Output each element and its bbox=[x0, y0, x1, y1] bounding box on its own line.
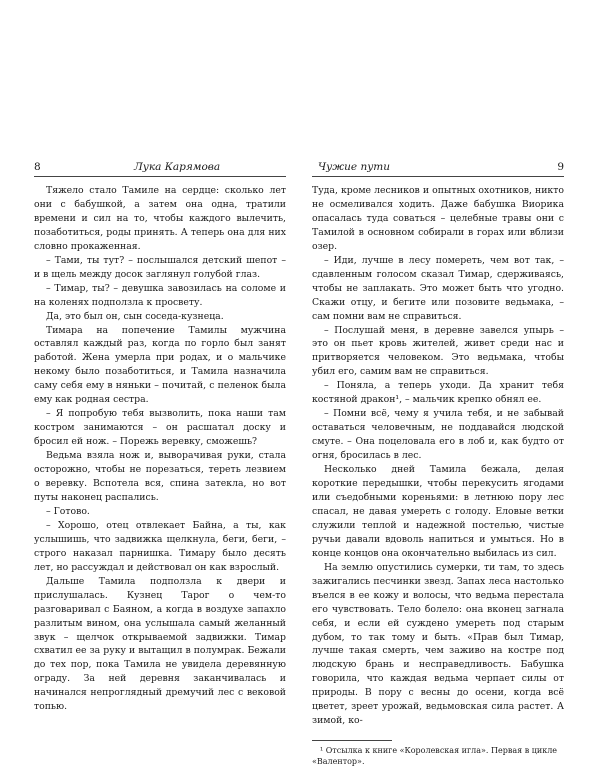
paragraph: – Поняла, а теперь уходи. Да хранит тебя костяной дракон¹, – мальчик крепко обнял ее. bbox=[312, 380, 564, 406]
paragraph: – Помни всё, чему я учила тебя, и не забывай оставаться человечным, не поддавайся людской смуте. – Она поцеловала его в лоб и, как будто от огня, бросилась в лес. bbox=[312, 408, 564, 462]
paragraph: На землю опустились сумерки, ти там, то здесь зажигались песчинки звезд. Запах леса настолько въелся в ее кожу и волосы, что ведьма перестала его чувствовать. Тело болело: она вконец загнала себя, и если ей суждено умереть под старым дубом, то так тому и быть. «Прав был Тимар, лучше такая смерть, чем заживо на костре под людскую брань и несправедливость. Бабушка говорила, что каждая ведьма черпает силы от природы. В пору с весны до осени, когда всё цветет, зреет урожай, ведьмовская сила растет. А зимой, ко- bbox=[312, 561, 564, 727]
footnote-divider bbox=[312, 740, 392, 741]
paragraph: – Тимар, ты? – девушка завозилась на соломе и на коленях подползла к просвету. bbox=[34, 282, 286, 308]
right-page-number: 9 bbox=[557, 161, 564, 173]
paragraph: – Тами, ты тут? – послышался детский шепот – и в щель между досок заглянул голубой глаз. bbox=[34, 254, 286, 280]
right-body-text bbox=[312, 184, 564, 728]
paragraph: Несколько дней Тамила бежала, делая короткие передышки, чтобы перекусить ягодами или съедобными кореньями: в летнюю пору лес спасал, не давая умереть с голоду. Еловые ветки служили теплой и надежной постелью, чистые ручьи давали вдоволь напиться и умыться. Но в конце концов она окончательно выбилась из сил. bbox=[312, 464, 564, 559]
left-body-text bbox=[34, 184, 286, 714]
paragraph: – Я попробую тебя вызволить, пока наши там костром занимаются – он расшатал доску и бросил ей нож. – Порежь веревку, сможешь? bbox=[34, 408, 286, 448]
paragraph: Тяжело стало Тамиле на сердце: сколько лет они с бабушкой, а затем она одна, тратили времени и сил на то, чтобы каждого вылечить, позаботиться, роды принять. А теперь она для них словно прокаженная. bbox=[34, 185, 286, 252]
paragraph: – Хорошо, отец отвлекает Байна, а ты, как услышишь, что задвижка щелкнула, беги, беги, – строго наказал парнишка. Тимару было десять лет, но рассуждал и действовал он как взрослый. bbox=[34, 519, 286, 573]
paragraph: Туда, кроме лесников и опытных охотников, никто не осмеливался ходить. Даже бабушка Виорика опасалась туда соваться – целебные травы они с Тамилой в основном собирали в горах или вблизи озер. bbox=[312, 185, 564, 252]
left-page bbox=[34, 160, 286, 714]
paragraph: Тимара на попечение Тамилы мужчина оставлял каждый раз, когда по горло был занят работой. Жена умерла при родах, и о мальчике некому было позаботиться, и Тамила назначила саму себя ему в няньки – почитай, с пеленок была ему как родная сестра. bbox=[34, 324, 286, 406]
left-page-number: 8 bbox=[34, 161, 41, 173]
footnote: ¹ Отсылка к книге «Королевская игла». Первая в цикле «Валентор». bbox=[312, 746, 558, 767]
paragraph: – Готово. bbox=[46, 505, 90, 517]
paragraph: – Иди, лучше в лесу помереть, чем вот так, – сдавленным голосом сказал Тимар, сдерживаясь, чтобы не заплакать. Это может быть что угодно. Скажи отцу, и бегите или позовите ведьмака, – сам помни вам не справиться. bbox=[312, 254, 564, 322]
left-running-head bbox=[34, 160, 286, 177]
right-page bbox=[312, 160, 564, 767]
right-running-head bbox=[312, 160, 564, 177]
paragraph: – Послушай меня, в деревне завелся упырь – это он пьет кровь жителей, живет среди нас и притворяется человеком. Это ведьмака, чтобы убил его, самим вам не справиться. bbox=[312, 324, 564, 378]
paragraph: Ведьма взяла нож и, выворачивая руки, стала осторожно, чтобы не порезаться, тереть лезвием о веревку. Вспотела вся, спина затекла, но вот путы наконец распались. bbox=[34, 450, 286, 503]
paragraph: Дальше Тамила подползла к двери и прислушалась. Кузнец Тарог о чем-то разговаривал с Баяном, а когда в воздухе запахло разлитым вином, она услышала самый желанный звук – щелчок открываемой задвижки. Тимар схватил ее за руку и вытащил в полумрак. Бежали до тех пор, пока Тамила не увидела деревянную ограду. За ней деревня заканчивалась и начинался непроглядный дремучий лес с вековой топью. bbox=[34, 575, 286, 713]
paragraph: Да, это был он, сын соседа-кузнеца. bbox=[46, 310, 224, 322]
left-running-title: Лука Карямова bbox=[134, 161, 221, 173]
right-running-title: Чужие пути bbox=[318, 161, 391, 173]
